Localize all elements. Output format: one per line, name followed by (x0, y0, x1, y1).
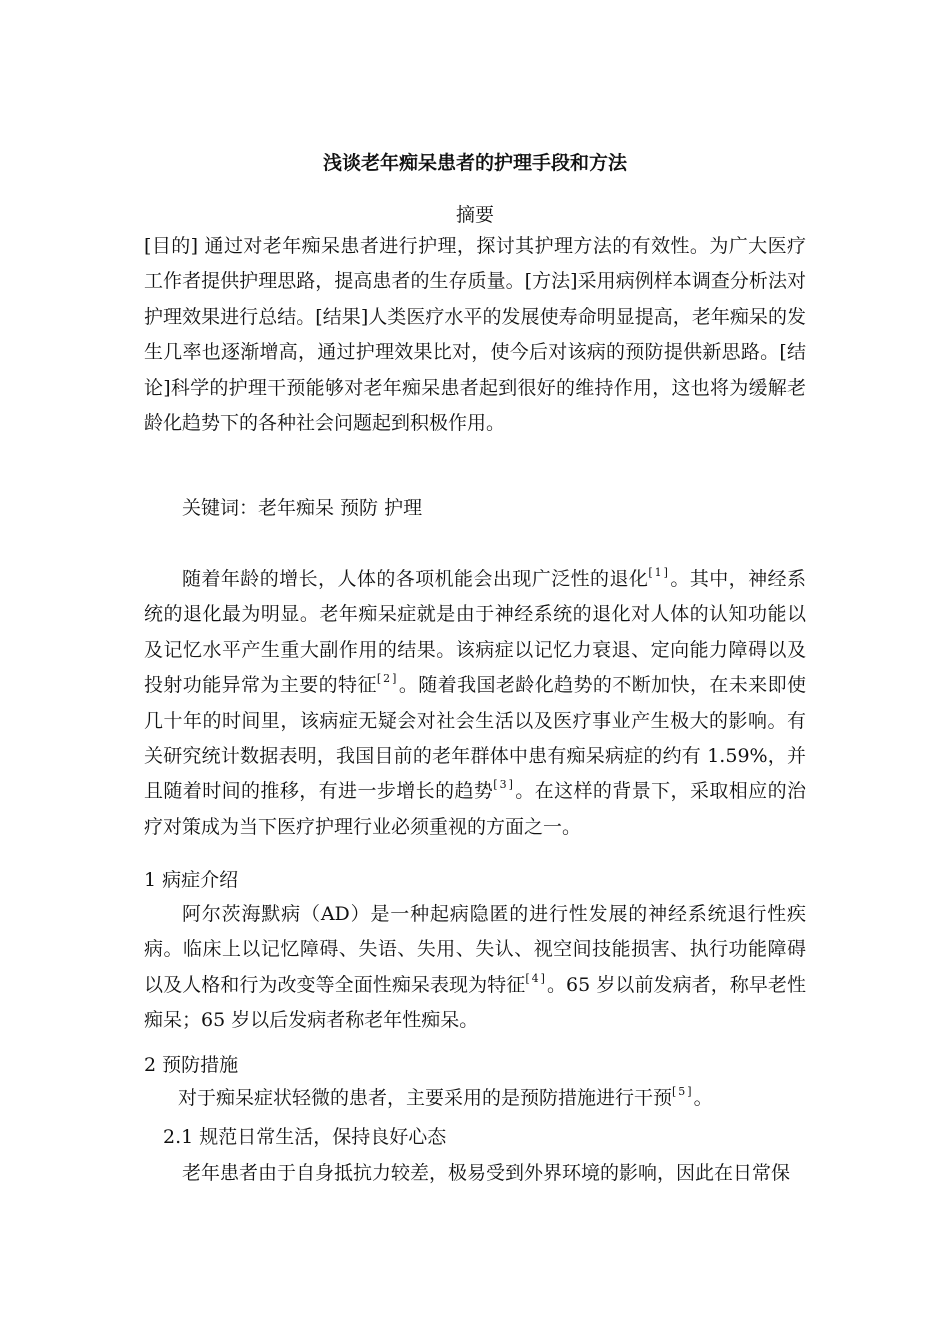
citation-ref-1: [1] (648, 566, 670, 579)
abstract-heading: 摘要 (455, 204, 494, 226)
subsection-2-1-paragraph: 老年患者由于自身抵抗力较差，极易受到外界环境的影响，因此在日常保 (182, 1162, 791, 1184)
citation-ref-4: [4] (525, 971, 547, 985)
section-1-paragraph (144, 897, 806, 1039)
abstract-paragraph: [目的] 通过对老年痴呆患者进行护理，探讨其护理方法的有效性。为广大医疗工作者提供护理思路，提高患者的生存质量。[方法]采用病例样本调查分析法对护理效果进行总结。[结果]人类医疗水平的发展使寿命明显提高，老年痴呆的发生几率也逐渐增高，通过护理效果比对，使今后对该病的预防提供新思路。[结论]科学的护理干预能够对老年痴呆患者起到很好的维持作用，这也将为缓解老龄化趋势下的各种社会问题起到积极作用。 (144, 235, 806, 435)
document-title: 浅谈老年痴呆患者的护理手段和方法 (322, 152, 627, 174)
citation-ref-2: [2] (376, 672, 399, 686)
section-1-text-2: 。65 岁以前发病者，称早老性痴呆；65 岁以后发病者称老年性痴呆。 (144, 973, 806, 1032)
section-2-intro-end: 。 (693, 1087, 713, 1109)
subsection-2-1-heading: 2.1 规范日常生活，保持良好心态 (163, 1126, 447, 1148)
intro-text-2: 。其中，神经系统的退化最为明显。老年痴呆症就是由于神经系统的退化对人体的认知功能以及记忆水平产生重大副作用的结果。该病症以记忆力衰退、定向能力障碍以及投射功能异常为主要的特征 (144, 568, 806, 697)
section-1-text-1: 阿尔茨海默病（AD）是一种起病隐匿的进行性发展的神经系统退行性疾病。临床上以记忆障碍、失语、失用、失认、视空间技能损害、执行功能障碍以及人格和行为改变等全面性痴呆表现为特征 (144, 903, 806, 996)
citation-ref-3: [3] (493, 778, 515, 792)
citation-ref-5: [5] (672, 1085, 694, 1098)
section-2-heading: 2 预防措施 (144, 1054, 239, 1076)
section-1-heading: 1 病症介绍 (144, 869, 239, 891)
intro-text-3: 。随着我国老龄化趋势的不断加快，在未来即使几十年的时间里，该病症无疑会对社会生活以及医疗事业产生极大的影响。有关研究统计数据表明，我国目前的老年群体中患有痴呆病症的约有 1.59%，并且随着时间的推移，有进一步增长的趋势 (144, 674, 806, 803)
intro-paragraph (144, 562, 806, 845)
section-2-intro (178, 1083, 713, 1113)
intro-text-1: 随着年龄的增长，人体的各项机能会出现广泛性的退化 (182, 568, 649, 590)
keywords-line: 关键词：老年痴呆 预防 护理 (182, 497, 423, 519)
intro-text-4: 。在这样的背景下，采取相应的治疗对策成为当下医疗护理行业必须重视的方面之一。 (144, 780, 806, 838)
section-2-intro-text: 对于痴呆症状轻微的患者，主要采用的是预防措施进行干预 (178, 1087, 673, 1109)
